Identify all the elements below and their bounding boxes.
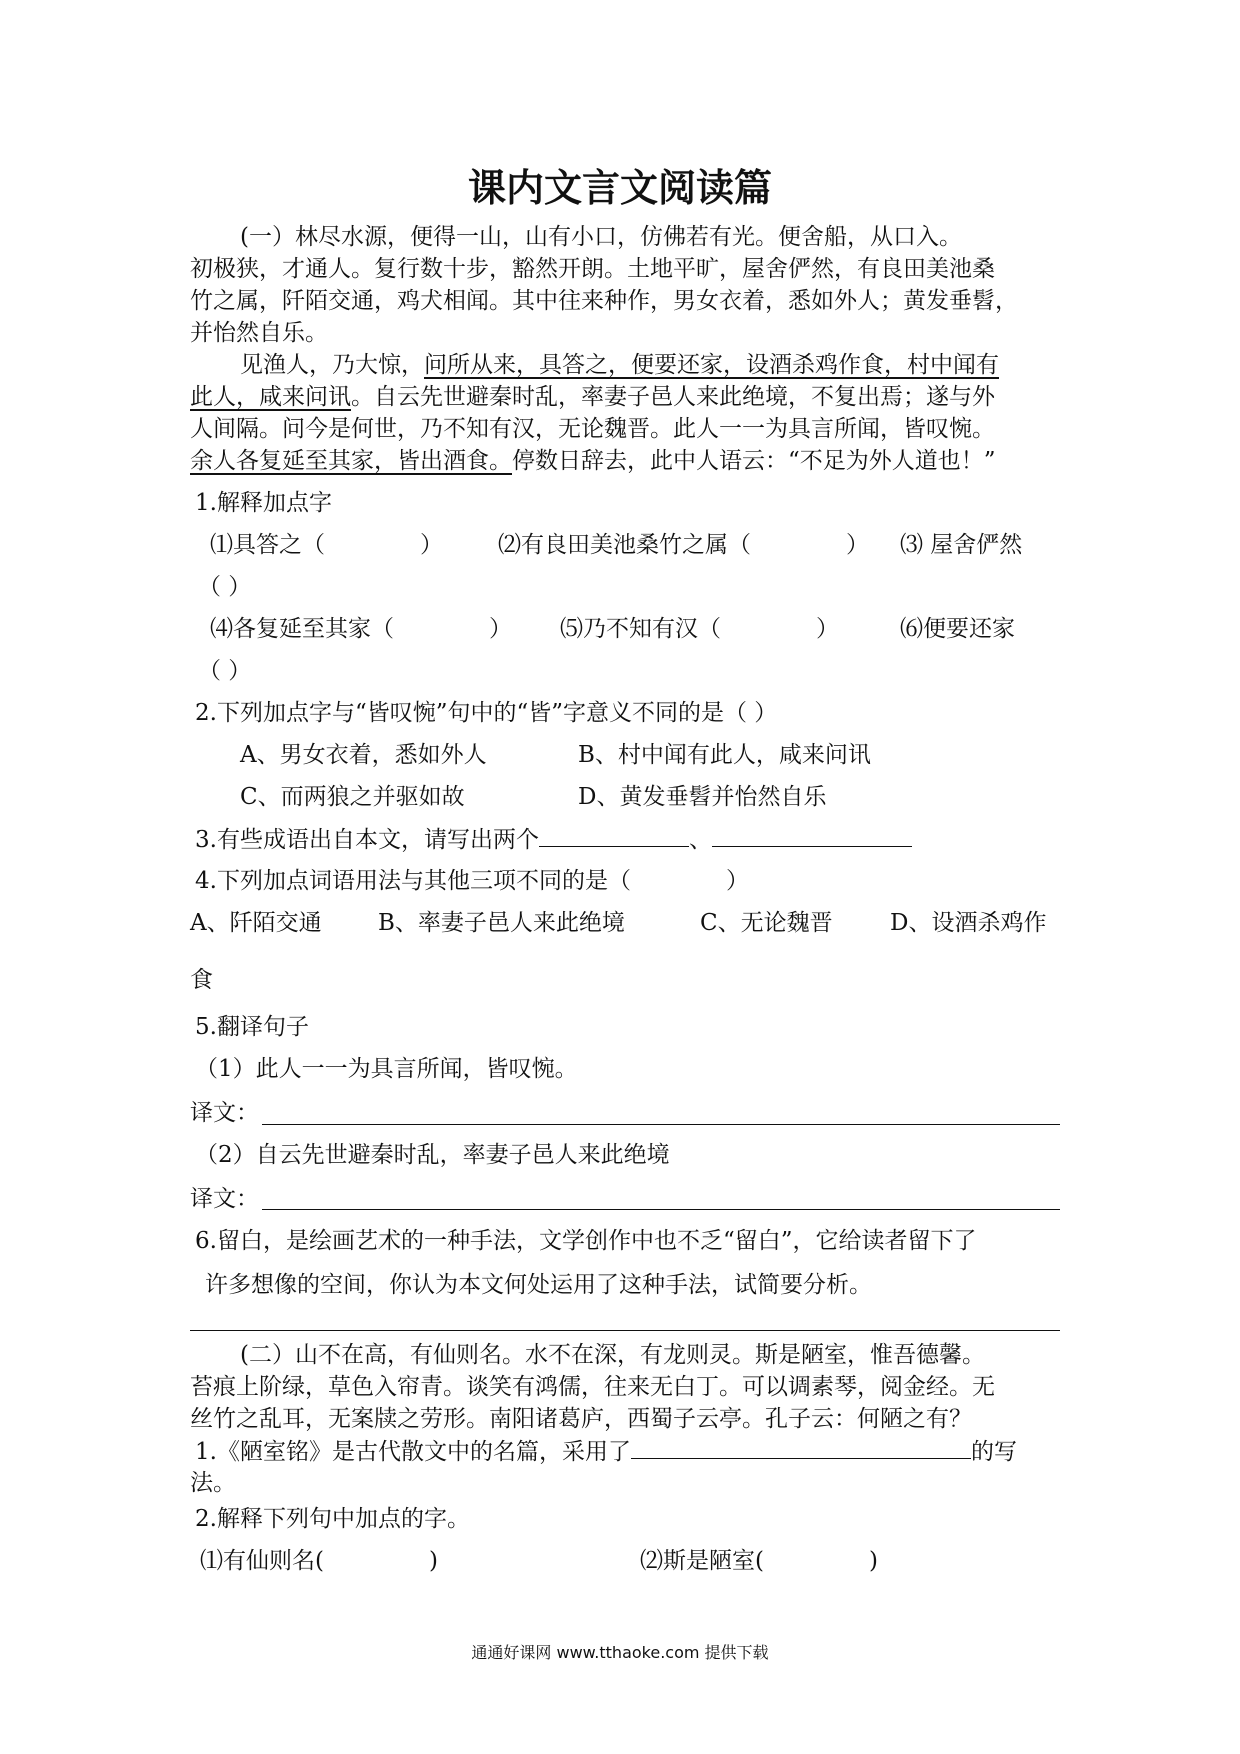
page-footer: 通通好课网 www.tthaoke.com 提供下载 [471,1643,769,1662]
passage-2-line-2: 苔痕上阶绿，草色入帘青。谈笑有鸿儒，往来无白丁。可以调素琴，阅金经。无 [190,1374,995,1400]
question-1d: ⑷各复延至其家（ ） [210,616,512,642]
question-2-option-c: C、而两狼之并驱如故 [240,784,465,810]
question-8b: ⑵斯是陋室( ) [640,1548,878,1574]
page-title: 课内文言文阅读篇 [467,165,772,210]
passage-1-line-7: 人间隔。问今是何世，乃不知有汉，无论魏晋。此人一一为具言所闻，皆叹惋。 [190,416,995,442]
question-1e: ⑸乃不知有汉（ ） [560,616,839,642]
question-8-label: 2.解释下列句中加点的字。 [195,1506,470,1532]
question-7-continued: 法。 [190,1470,236,1496]
passage-text: 见渔人，乃大惊， [240,352,424,378]
question-1c-answer: （ ） [198,574,252,600]
question-6-line-1: 6.留白，是绘画艺术的一种手法，文学创作中也不乏“留白”，它给读者留下了 [195,1228,977,1254]
question-4-option-d: D、设酒杀鸡作 [890,910,1047,936]
question-4-option-a: A、阡陌交通 [190,910,322,936]
passage-1-line-5 [240,350,999,380]
question-4-label: 4.下列加点词语用法与其他三项不同的是（ ） [195,868,749,894]
question-5-translation-1-label: 译文： [190,1100,259,1126]
question-5-label: 5.翻译句子 [195,1014,309,1040]
question-4-option-b: B、率妻子邑人来此绝境 [378,910,625,936]
question-6-line-2: 许多想像的空间，你认为本文何处运用了这种手法，试简要分析。 [205,1272,872,1298]
question-1-label: 1.解释加点字 [195,490,332,516]
passage-1-line-6 [190,382,995,412]
question-1b: ⑵有良田美池桑竹之属（ ） [498,532,869,558]
question-4-option-d-continued: 食 [190,967,213,993]
question-2-option-b: B、村中闻有此人，咸来问讯 [578,742,871,768]
question-5-sentence-1: （1）此人一一为具言所闻，皆叹惋。 [195,1056,578,1082]
question-5-translation-2-label: 译文： [190,1186,259,1212]
passage-text: 停数日辞去，此中人语云：“不足为外人道也！” [512,448,996,474]
question-7: 1.《陋室铭》是古代散文中的名篇，采用了 的写 [195,1436,1017,1467]
passage-1-line-1: (一）林尽水源，便得一山，山有小口，仿佛若有光。便舍船，从口入。 [240,224,962,250]
passage-1-line-8 [190,446,996,476]
answer-line[interactable] [262,1209,1060,1210]
passage-text: 。自云先世避秦时乱，率妻子邑人来此绝境，不复出焉；遂与外 [351,384,995,410]
question-4-option-c: C、无论魏晋 [700,910,833,936]
underlined-text: 问所从来，具答之，便要还家，设酒杀鸡作食，村中闻有 [424,352,999,378]
question-1f: ⑹便要还家 [900,616,1015,642]
answer-blank[interactable] [539,824,689,847]
passage-1-line-3: 竹之属，阡陌交通，鸡犬相闻。其中往来种作，男女衣着，悉如外人；黄发垂髫， [190,288,1018,314]
passage-1-line-4: 并怡然自乐。 [190,320,328,346]
question-2-label: 2.下列加点字与“皆叹惋”句中的“皆”字意义不同的是（ ） [195,700,778,726]
question-1c: ⑶ 屋舍俨然 [900,532,1023,558]
underlined-text: 余人各复延至其家，皆出酒食。 [190,448,512,474]
question-5-sentence-2: （2）自云先世避秦时乱，率妻子邑人来此绝境 [195,1142,670,1168]
answer-blank[interactable] [712,824,912,847]
passage-2-line-3: 丝竹之乱耳，无案牍之劳形。南阳诸葛庐，西蜀子云亭。孔子云：何陋之有？ [190,1406,972,1432]
underlined-text: 此人，咸来问讯 [190,384,351,410]
answer-line[interactable] [190,1330,1060,1331]
answer-blank[interactable] [631,1436,971,1459]
question-1a: ⑴具答之（ ） [210,532,443,558]
question-2-option-a: A、男女衣着，悉如外人 [240,742,487,768]
question-1f-answer: （ ） [198,658,252,684]
question-2-option-d: D、黄发垂髫并怡然自乐 [578,784,827,810]
question-3: 3.有些成语出自本文，请写出两个 、 [195,824,912,855]
question-8a: ⑴有仙则名( ) [200,1548,438,1574]
answer-line[interactable] [262,1124,1060,1125]
passage-2-line-1: (二）山不在高，有仙则名。水不在深，有龙则灵。斯是陋室，惟吾德馨。 [240,1342,985,1368]
passage-1-line-2: 初极狭，才通人。复行数十步，豁然开朗。土地平旷，屋舍俨然，有良田美池桑 [190,256,995,282]
